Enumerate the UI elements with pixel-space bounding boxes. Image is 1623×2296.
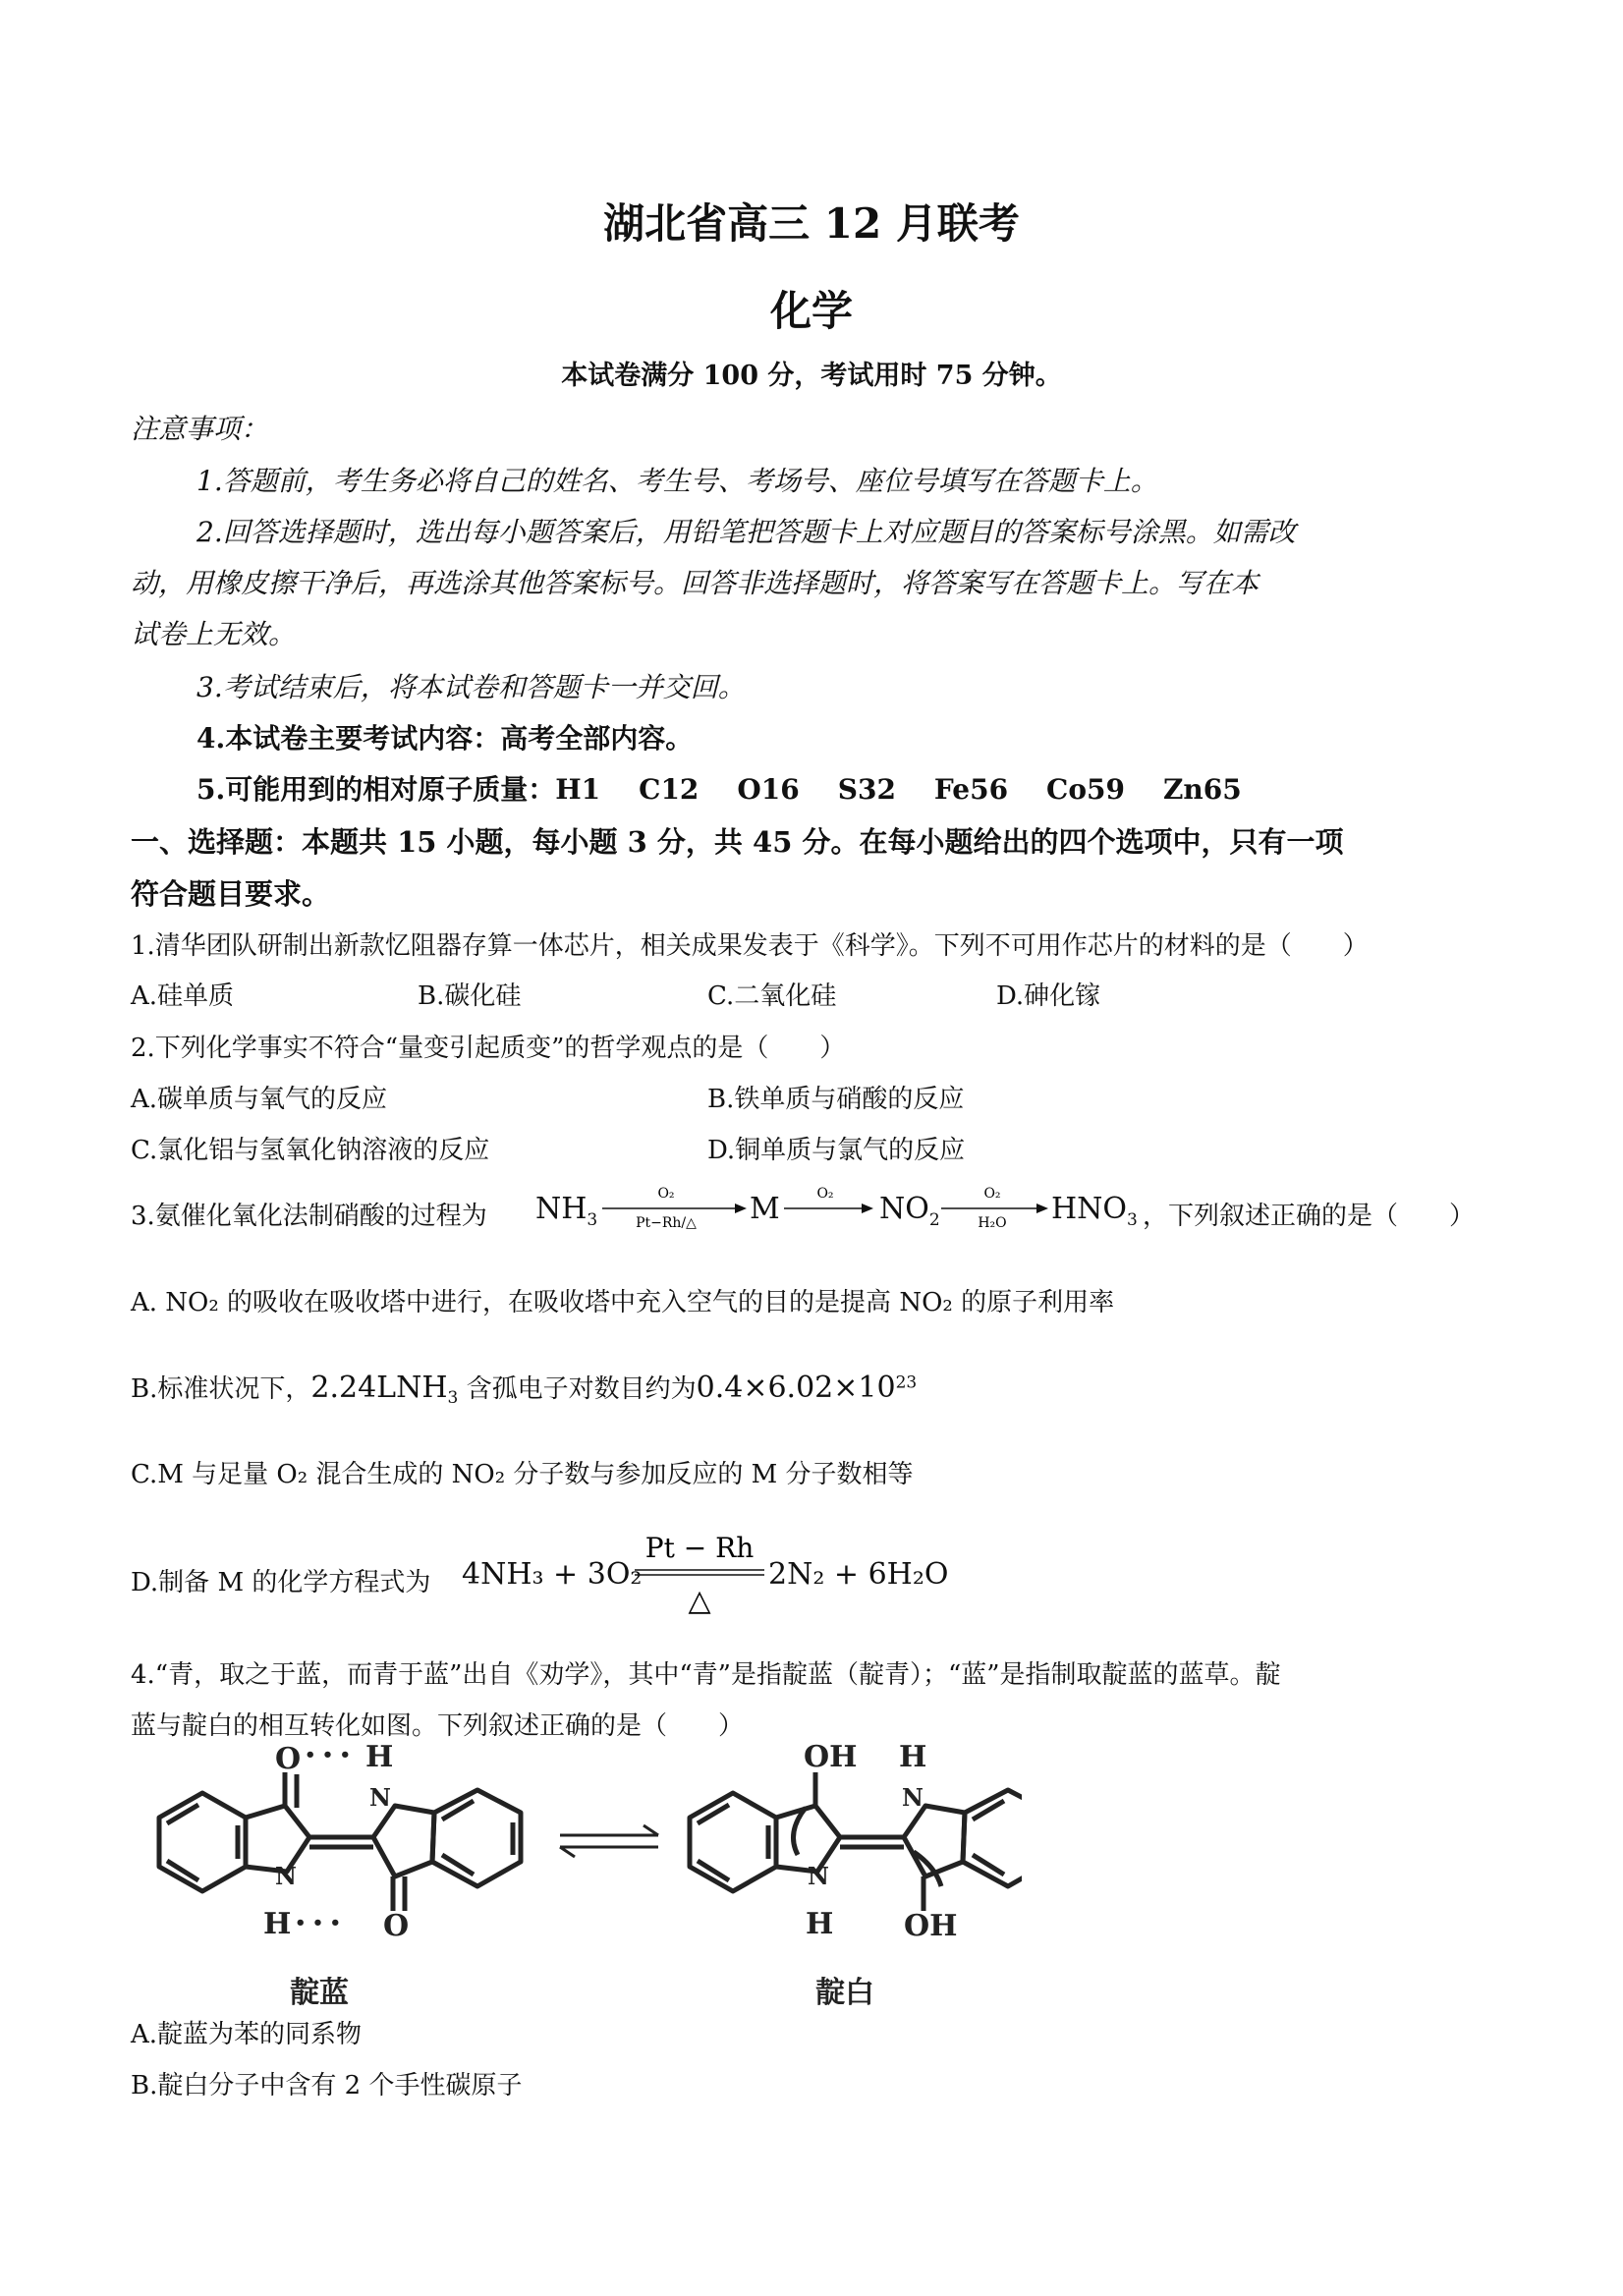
leuco-hydrogen-bottom: H xyxy=(806,1907,834,1941)
q3-option-a: A. NO₂ 的吸收在吸收塔中进行，在吸收塔中充入空气的目的是提高 NO₂ 的原子利用率 xyxy=(131,1288,1115,1317)
q3-option-d-prefix: D.制备 M 的化学方程式为 xyxy=(131,1568,431,1597)
indigo-conversion-diagram xyxy=(138,1739,1022,2024)
q3-arrow-3 xyxy=(938,1184,1051,1243)
svg-text:• • •: • • • xyxy=(295,1913,342,1933)
indigo-nitrogen-left: N xyxy=(275,1862,297,1890)
q3-arrow-2 xyxy=(781,1184,879,1243)
q3-option-d-left: 4NH₃ + 3O₂ xyxy=(462,1557,643,1592)
q2-option-c: C.氯化铝与氢氧化钠溶液的反应 xyxy=(131,1136,490,1165)
q4-stem-line-2: 蓝与靛白的相互转化如图。下列叙述正确的是（ ） xyxy=(131,1711,745,1741)
leuco-right-benzene xyxy=(963,1790,1022,1886)
q3-option-d-right: 2N₂ + 6H₂O xyxy=(768,1557,949,1592)
q3-option-b-sub: 3 xyxy=(447,1388,459,1409)
indigo-right-benzene xyxy=(432,1790,521,1886)
q3-no2 xyxy=(879,1192,940,1230)
q3-option-d-condition-bottom: △ xyxy=(688,1584,711,1618)
exam-intro: 本试卷满分 100 分，考试用时 75 分钟。 xyxy=(561,361,1062,391)
q2-option-d: D.铜单质与氯气的反应 xyxy=(707,1136,966,1165)
exam-subject: 化学 xyxy=(769,287,853,335)
q3-option-b xyxy=(131,1369,917,1408)
q3-option-d-condition xyxy=(629,1528,771,1626)
note-2-line-1: 2.回答选择题时，选出每小题答案后，用铅笔把答题卡上对应题目的答案标号涂黑。如需改 xyxy=(196,516,1296,548)
indigo-hydrogen-bottom: H xyxy=(263,1907,292,1941)
q1-option-c: C.二氧化硅 xyxy=(707,981,837,1011)
indigo-nitrogen-right: N xyxy=(369,1783,391,1812)
q4-option-a: A.靛蓝为苯的同系物 xyxy=(131,2020,363,2049)
note-2-line-2: 动，用橡皮擦干净后，再选涂其他答案标号。回答非选择题时，将答案写在答题卡上。写在本 xyxy=(131,567,1259,599)
q1-option-a: A.硅单质 xyxy=(131,981,235,1011)
q1-option-d: D.砷化镓 xyxy=(996,981,1101,1011)
note-1: 1.答题前，考生务必将自己的姓名、考生号、考场号、座位号填写在答题卡上。 xyxy=(196,465,1158,497)
q3-m: M xyxy=(750,1192,780,1226)
q3-nh3-sub: 3 xyxy=(587,1210,598,1230)
q3-hno3-sub: 3 xyxy=(1127,1210,1138,1230)
q3-arrow-1 xyxy=(597,1184,755,1243)
q4-option-b: B.靛白分子中含有 2 个手性碳原子 xyxy=(131,2071,523,2100)
leuco-hydroxyl-top: OH xyxy=(804,1740,858,1774)
note-4: 4.本试卷主要考试内容：高考全部内容。 xyxy=(196,722,694,755)
q3-no2-sub: 2 xyxy=(928,1210,940,1230)
leuco-nitrogen-right: N xyxy=(902,1783,923,1812)
note-3: 3.考试结束后，将本试卷和答题卡一并交回。 xyxy=(196,671,746,703)
q3-arrow-1-bottom: Pt−Rh/△ xyxy=(636,1215,697,1231)
section-heading-line-1: 一、选择题：本题共 15 小题，每小题 3 分，共 45 分。在每小题给出的四个选项中，只有一项 xyxy=(131,825,1344,859)
indigo-oxygen-bottom: O xyxy=(383,1909,410,1943)
leucoindigo-label: 靛白 xyxy=(815,1976,874,2010)
q2-stem: 2.下列化学事实不符合“量变引起质变”的哲学观点的是（ ） xyxy=(131,1034,846,1063)
q1-option-b: B.碳化硅 xyxy=(418,981,522,1011)
leuco-nitrogen-left: N xyxy=(808,1862,829,1890)
indigo-oxygen-top: O xyxy=(275,1742,302,1776)
q3-no2-text: NO xyxy=(879,1192,929,1226)
svg-text:• • •: • • • xyxy=(305,1745,352,1765)
leuco-hydroxyl-bottom: OH xyxy=(904,1909,958,1943)
q3-option-b-exponent: 23 xyxy=(895,1372,918,1393)
indigo-label: 靛蓝 xyxy=(290,1976,349,2010)
exam-title: 湖北省高三 12 月联考 xyxy=(603,199,1020,248)
q2-option-a: A.碳单质与氧气的反应 xyxy=(131,1085,388,1114)
q3-arrow-1-top: O₂ xyxy=(657,1186,675,1202)
q3-nh3-text: NH xyxy=(535,1192,588,1226)
q3-option-d-condition-top: Pt − Rh xyxy=(644,1532,755,1564)
leuco-hydrogen-top: H xyxy=(899,1740,927,1774)
q3-option-b-prefix: B.标准状况下， xyxy=(131,1374,311,1404)
q3-option-b-middle: 含孤电子对数目约为 xyxy=(466,1374,697,1404)
q3-stem-prefix: 3.氨催化氧化法制硝酸的过程为 xyxy=(131,1202,487,1231)
q2-option-b: B.铁单质与硝酸的反应 xyxy=(707,1085,965,1114)
leuco-left-benzene xyxy=(690,1793,776,1891)
q3-arrow-3-bottom: H₂O xyxy=(978,1215,1007,1231)
indigo-hydrogen-top: H xyxy=(365,1740,394,1774)
note-2-line-3: 试卷上无效。 xyxy=(131,618,297,650)
q3-option-b-value: 2.24LNH xyxy=(310,1371,448,1405)
indigo-left-benzene xyxy=(159,1793,246,1891)
notes-heading: 注意事项： xyxy=(131,413,269,445)
q3-option-c: C.M 与足量 O₂ 混合生成的 NO₂ 分子数与参加反应的 M 分子数相等 xyxy=(131,1460,914,1489)
q3-stem-suffix: ，下列叙述正确的是（ ） xyxy=(1143,1202,1476,1231)
q1-stem: 1.清华团队研制出新款忆阻器存算一体芯片，相关成果发表于《科学》。下列不可用作芯片的材料的是（ ） xyxy=(131,931,1369,961)
q3-option-b-number: 0.4×6.02×10 xyxy=(696,1371,896,1405)
q3-hno3 xyxy=(1051,1192,1138,1230)
q3-hno3-text: HNO xyxy=(1051,1192,1128,1226)
q4-stem-line-1: 4.“青，取之于蓝，而青于蓝”出自《劝学》，其中“青”是指靛蓝（靛青）；“蓝”是指制取靛蓝的蓝草。靛 xyxy=(131,1660,1281,1690)
q3-arrow-3-top: O₂ xyxy=(983,1186,1001,1202)
section-heading-line-2: 符合题目要求。 xyxy=(131,877,331,911)
note-5: 5.可能用到的相对原子质量：H1 C12 O16 S32 Fe56 Co59 Zn65 xyxy=(196,773,1242,806)
q3-arrow-2-top: O₂ xyxy=(816,1186,834,1202)
q3-stem xyxy=(131,1196,487,1232)
q3-nh3 xyxy=(535,1192,597,1230)
